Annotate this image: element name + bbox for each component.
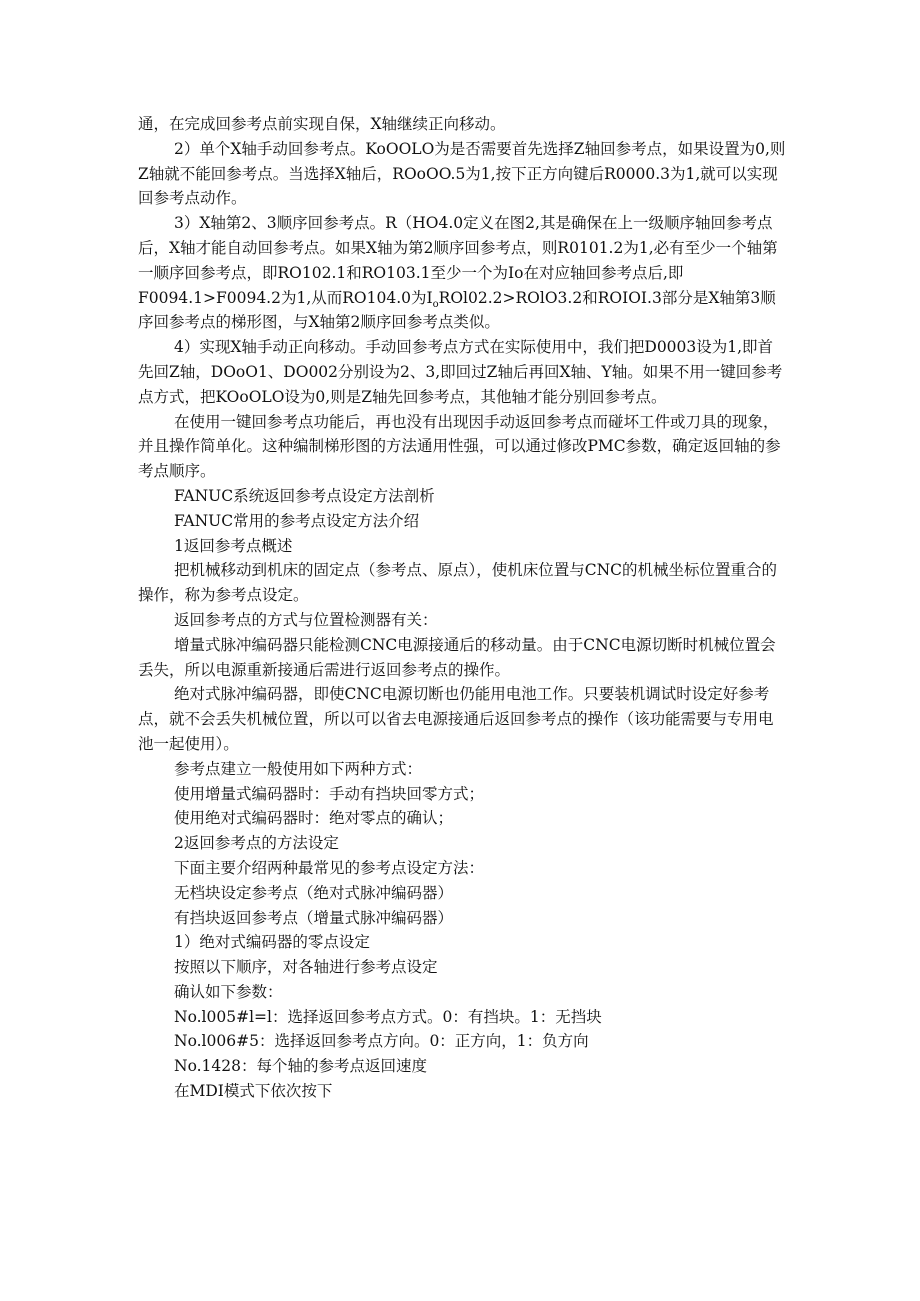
- paragraph: 通，在完成回参考点前实现自保，X轴继续正向移动。: [138, 115, 506, 133]
- text-line: 使用增量式编码器时：手动有挡块回零方式；: [174, 784, 485, 803]
- text-line: 无档块设定参考点（绝对式脉冲编码器）: [174, 883, 454, 902]
- text-line: No.1428：每个轴的参考点返回速度: [174, 1057, 427, 1076]
- document-page: [138, 112, 786, 1104]
- heading-line: FANUC常用的参考点设定方法介绍: [174, 511, 420, 530]
- paragraph: 返回参考点的方式与位置检测器有关：: [174, 610, 438, 629]
- paragraph-text: 3）X轴第2、3顺序回参考点。R（HO4.0定义在图2,其是确保在上一级顺序轴回参考点后，X轴才能自动回参考点。如果X轴为第2顺序回参考点，则R0101.2为1,必有至少一个轴第一顺序回参考点，即RO102.1和RO103.1至少一个为Io在对应轴回参考点后,即F0094.1>F0094.2为1,从而RO104.0为: [138, 214, 778, 307]
- paragraph: 增量式脉冲编码器只能检测CNC电源接通后的移动量。由于CNC电源切断时机械位置会丢失，所以电源重新接通后需进行返回参考点的操作。: [138, 635, 776, 679]
- paragraph: 绝对式脉冲编码器，即使CNC电源切断也仍能用电池工作。只要装机调试时设定好参考点，就不会丢失机械位置，所以可以省去电源接通后返回参考点的操作（该功能需要与专用电池一起使用）。: [138, 685, 774, 753]
- paragraph: 在使用一键回参考点功能后，再也没有出现因手动返回参考点而碰坏工件或刀具的现象，并且操作简单化。这种编制梯形图的方法通用性强，可以通过修改PMC参数，确定返回轴的参考点顺序。: [138, 412, 781, 481]
- text-line: 有挡块返回参考点（增量式脉冲编码器）: [174, 908, 454, 927]
- text-line: No.l006#5：选择返回参考点方向。0：正方向，1：负方向: [174, 1032, 589, 1051]
- paragraph: 2）单个X轴手动回参考点。KoOOLO为是否需要首先选择Z轴回参考点，如果设置为0,则Z轴就不能回参考点。当选择X轴后，ROoOO.5为1,按下正方向键后R0000.3为1,就可以实现回参考点动作。: [138, 139, 786, 208]
- subscript-base: I: [426, 288, 433, 307]
- text-line: 在MDI模式下依次按下: [174, 1082, 333, 1101]
- heading-line: FANUC系统返回参考点设定方法剖析: [174, 486, 435, 505]
- heading-line: 1返回参考点概述: [174, 536, 293, 555]
- text-line: 1）绝对式编码器的零点设定: [174, 933, 370, 952]
- text-line: No.l005#l=l：选择返回参考点方式。0：有挡块。1：无挡块: [174, 1007, 602, 1026]
- text-line: 2返回参考点的方法设定: [174, 834, 339, 853]
- paragraph: 4）实现X轴手动正向移动。手动回参考点方式在实际使用中，我们把D0003设为1,即首先回Z轴，DOoO1、DO002分别设为2、3,即回过Z轴后再回X轴、Y轴。如果不用一键回参考点方式，把KOoOLO设为0,则是Z轴先回参考点，其他轴才能分别回参考点。: [138, 338, 783, 406]
- text-line: 下面主要介绍两种最常见的参考点设定方法：: [174, 858, 485, 877]
- paragraph-text: ROl02.2>ROlO3.2和ROIOI.3部分是X轴第3顺序回参考点的梯形图，与X轴第2顺序回参考点类似。: [138, 288, 776, 332]
- text-line: 参考点建立一般使用如下两种方式：: [174, 759, 423, 778]
- subscript: o: [432, 298, 439, 310]
- paragraph: [138, 211, 786, 335]
- text-line: 使用绝对式编码器时：绝对零点的确认；: [174, 809, 454, 828]
- text-line: 按照以下顺序，对各轴进行参考点设定: [174, 958, 438, 977]
- paragraph: 把机械移动到机床的固定点（参考点、原点），使机床位置与CNC的机械坐标位置重合的操作，称为参考点设定。: [138, 561, 778, 605]
- text-line: 确认如下参数：: [174, 982, 283, 1001]
